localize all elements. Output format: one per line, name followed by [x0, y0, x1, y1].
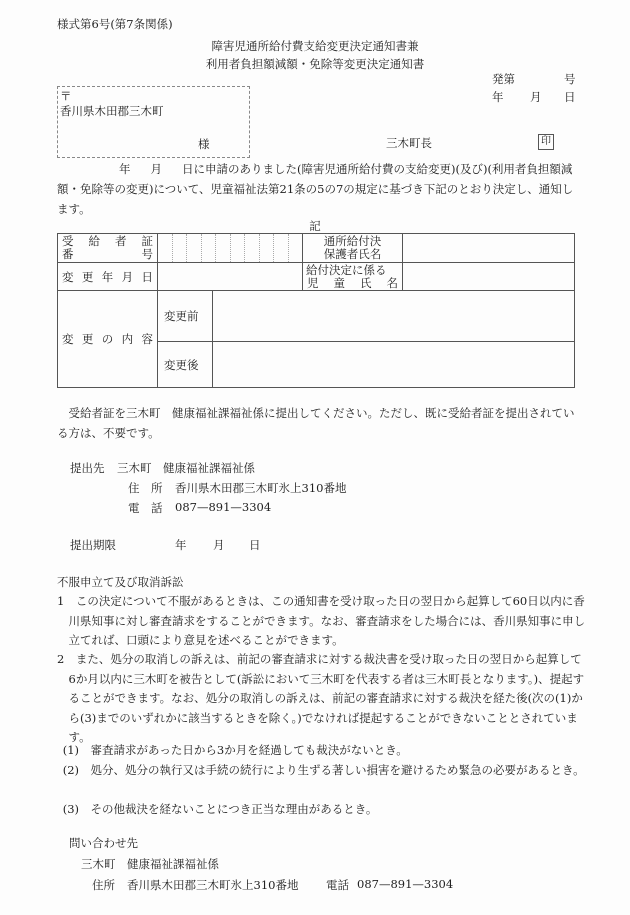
contact-address-label: 住所 — [92, 878, 115, 892]
appeal-sub-3: (3) その他裁決を経ないことにつき正当な理由があるとき。 — [62, 802, 378, 816]
label-char: 容 — [141, 332, 153, 346]
label-char: 変 — [62, 332, 74, 346]
appeal-item-1: 1 この決定について不服があるときは、この通知書を受け取った日の翌日から起算して60日以内に香川県知事に対し審査請求をすることができます。なお、審査請求をした場合には、香川県知事に申し立てれば、口頭により意見を述べることができます。 — [57, 594, 586, 647]
guardian-label — [303, 234, 403, 263]
after-label: 変更後 — [158, 342, 213, 388]
appeal-sub-1: (1) 審査請求があった日から3か月を経過しても裁決がないとき。 — [62, 743, 408, 757]
label-char: 氏 — [360, 275, 372, 290]
recipient-honorific: 様 — [198, 137, 210, 151]
issue-no-prefix: 発第 — [492, 72, 515, 86]
child-name-field[interactable] — [403, 263, 575, 291]
cert-no-field[interactable] — [158, 234, 303, 263]
label-char: 受 — [62, 234, 74, 248]
submit-to-dept: 三木町 健康福祉課福祉係 — [117, 461, 255, 475]
contact-address: 香川県木田郡三木町氷上310番地 — [127, 878, 299, 892]
contact-phone-label: 電話 — [326, 878, 349, 892]
deadline-day: 日 — [249, 538, 261, 552]
label-char: 者 — [115, 234, 127, 248]
appeal-item-2: 2 また、処分の取消しの訴えは、前記の審査請求に対する裁決書を受け取った日の翌日から起算して6か月以内に三木町を被告として(訴訟において三木町を代表する者は三木町長となります。)、提起することができます。なお、処分の取消しの訴えは、前記の審査請求に対する裁決を経た後(次の(1)から(3)までのいずれかに該当するときを除く。)でなければ提起することができないこととされています。 — [57, 652, 585, 744]
submit-address: 香川県木田郡三木町氷上310番地 — [175, 481, 347, 495]
decision-table — [57, 233, 575, 388]
deadline-month: 月 — [213, 538, 225, 552]
recipient-address: 香川県木田郡三木町 — [60, 104, 164, 118]
label-char: 年 — [101, 269, 114, 284]
label-char: 更 — [81, 269, 94, 284]
seal-mark: 印 — [538, 134, 554, 150]
submit-phone-label: 電 話 — [128, 501, 163, 515]
contact-phone: 087—891—3304 — [357, 877, 454, 891]
label-char: 更 — [81, 332, 94, 346]
ki-label: 記 — [309, 219, 321, 233]
submit-address-label: 住 所 — [128, 481, 163, 495]
before-field[interactable] — [213, 291, 575, 342]
recipient-address-box — [57, 86, 250, 158]
label-char: 日 — [141, 269, 153, 284]
intro-paragraph — [57, 159, 577, 219]
title-line1: 障害児通所給付費支給変更決定通知書兼 — [211, 39, 419, 53]
issue-no-suffix: 号 — [564, 72, 576, 86]
contact-heading: 問い合わせ先 — [69, 836, 138, 850]
deadline-label: 提出期限 — [70, 538, 116, 552]
intro-text: 日に申請のありました(障害児通所給付費の支給変更)(及び)(利用者負担額減額・免除等の変更)について、児童福祉法第21条の5の7の規定に基づき下記のとおり決定し、通知します。 — [57, 162, 574, 216]
child-label-line1: 給付決定に係る — [306, 262, 387, 277]
appeal-heading: 不服申立て及び取消訴訟 — [57, 575, 184, 589]
submit-phone: 087—891—3304 — [175, 500, 272, 514]
label-char: 児 — [307, 275, 319, 290]
change-content-label — [58, 291, 158, 388]
intro-month: 月 — [150, 162, 162, 176]
label-char: 名 — [386, 275, 398, 290]
appeal-sub-2: (2) 処分、処分の執行又は手続の続行により生ずる著しい損害を避けるため緊急の必要があるとき。 — [62, 763, 585, 777]
label-char: 号 — [141, 247, 153, 261]
change-date-label — [58, 263, 158, 291]
label-char: 月 — [121, 269, 134, 284]
child-label — [303, 263, 403, 291]
issue-month: 月 — [530, 90, 542, 104]
issue-year: 年 — [492, 90, 504, 104]
label-char: 給 — [88, 234, 100, 248]
issuer-name: 三木町長 — [386, 136, 432, 150]
form-label: 様式第6号(第7条関係) — [57, 17, 173, 31]
postal-mark: 〒 — [60, 89, 72, 103]
after-field[interactable] — [213, 342, 575, 388]
issue-day: 日 — [564, 90, 576, 104]
change-date-field[interactable] — [158, 263, 303, 291]
deadline-year: 年 — [175, 538, 187, 552]
submit-to-label: 提出先 — [70, 461, 105, 475]
label-char: 内 — [121, 332, 134, 346]
guardian-label-line1: 通所給付決 — [323, 234, 382, 248]
cert-no-label — [58, 234, 158, 263]
before-label: 変更前 — [158, 291, 213, 342]
label-char: 童 — [333, 275, 345, 290]
title-line2: 利用者負担額減額・免除等変更決定通知書 — [205, 57, 425, 71]
guardian-label-line2: 保護者氏名 — [323, 247, 382, 261]
submit-notice: 受給者証を三木町 健康福祉課福祉係に提出してください。ただし、既に受給者証を提出されている方は、不要です。 — [57, 406, 575, 440]
guardian-name-field[interactable] — [403, 234, 575, 263]
intro-year: 年 — [119, 162, 131, 176]
contact-dept: 三木町 健康福祉課福祉係 — [81, 857, 219, 871]
label-char: 変 — [62, 269, 74, 284]
label-char: 番 — [62, 247, 74, 261]
label-char: の — [101, 332, 114, 346]
label-char: 証 — [141, 234, 153, 248]
